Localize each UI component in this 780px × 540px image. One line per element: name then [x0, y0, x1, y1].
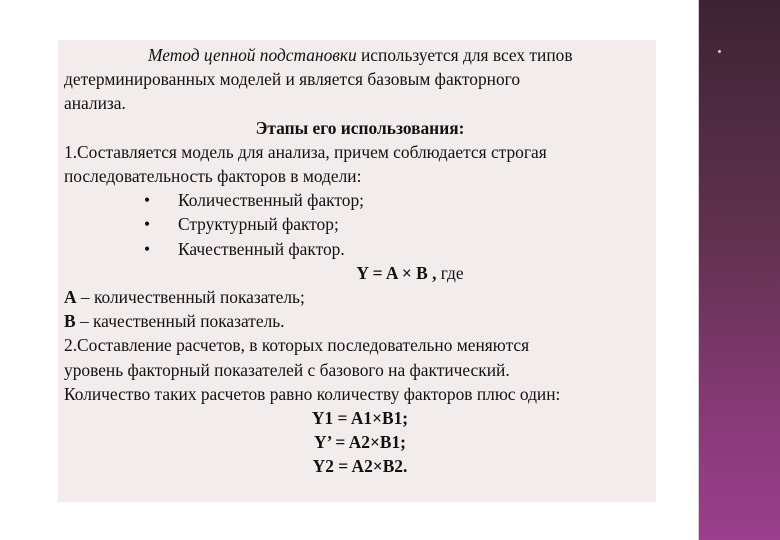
definition-a: [64, 285, 656, 309]
bullet-icon: •: [144, 238, 151, 259]
intro-line-1: [64, 43, 656, 67]
step1-line-2: последовательность факторов в модели:: [64, 166, 362, 187]
method-name: Метод цепной подстановки: [148, 45, 357, 65]
formula-line: Y1 = A1×B1;: [311, 408, 409, 429]
bullet-icon: •: [144, 190, 151, 211]
bullet-icon: •: [144, 214, 151, 235]
formula-line: Y2 = A2×B2.: [312, 456, 408, 477]
intro-rest: используется для всех типов: [356, 45, 573, 65]
bullet-item: [64, 188, 656, 212]
definition-text: – качественный показатель.: [75, 311, 285, 332]
bullet-item: [64, 237, 656, 261]
formula-line: Y’ = A2×B1;: [314, 432, 406, 453]
model-formula: [64, 261, 656, 285]
step2-line-1: 2.Составление расчетов, в которых последовательно меняются: [64, 335, 530, 356]
intro-line-2: детерминированных моделей и является базовым факторного: [64, 69, 521, 90]
definition-term: B: [64, 311, 76, 332]
bullet-text: Качественный фактор.: [178, 238, 345, 259]
sidebar-edge: [698, 0, 699, 540]
sidebar-dot-icon: [718, 50, 721, 53]
step2-line-2: уровень факторный показателей с базового на фактический.: [64, 359, 510, 380]
definition-text: – количественный показатель;: [76, 287, 305, 308]
stages-heading: Этапы его использования:: [255, 117, 465, 138]
model-formula-expression: Y = A × B ,: [356, 262, 437, 283]
intro-line-3: анализа.: [64, 93, 126, 114]
decorative-sidebar: [698, 0, 780, 540]
bullet-text: Количественный фактор;: [178, 190, 364, 211]
bullet-text: Структурный фактор;: [178, 214, 339, 235]
content-text-box: [58, 40, 656, 502]
step2-line-3: Количество таких расчетов равно количеству факторов плюс один:: [64, 383, 561, 404]
bullet-item: [64, 212, 656, 236]
step1-line-1: 1.Составляется модель для анализа, причем соблюдается строгая: [64, 141, 547, 162]
definition-term: A: [64, 287, 77, 308]
definition-b: [64, 309, 656, 333]
model-formula-suffix: где: [436, 262, 464, 283]
